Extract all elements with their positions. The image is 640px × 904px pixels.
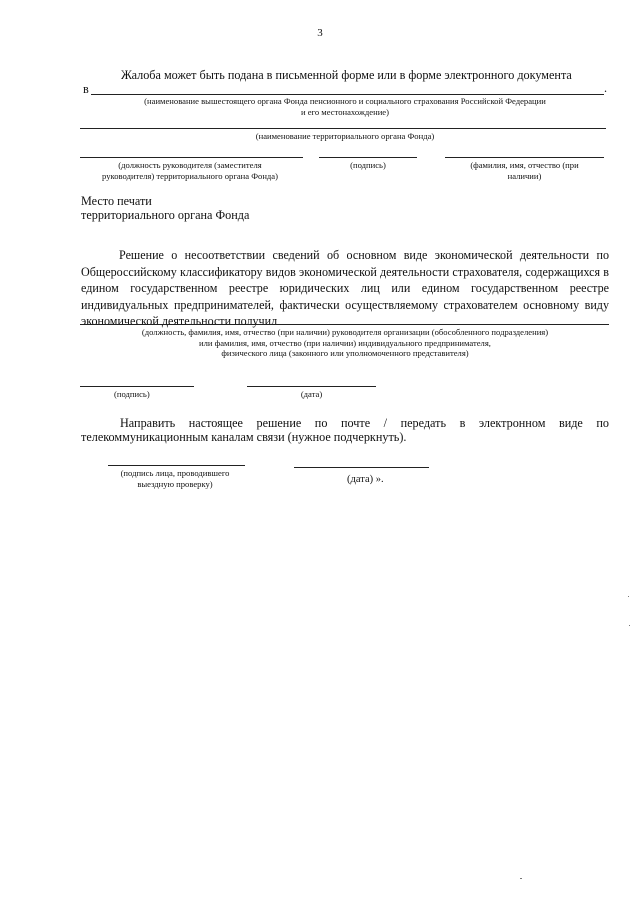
inspector-caption-line1: (подпись лица, проводившего [120,468,230,478]
territorial-body-line [80,128,606,129]
recipient-caption-line1: (должность, фамилия, имя, отчество (при наличии) руководителя организации (обособленного подразделения) [141,327,549,337]
full-name-caption-line1: (фамилия, имя, отчество (при [470,160,579,170]
seal-place-line1: Место печати [81,194,152,208]
complaint-heading: Жалоба может быть подана в письменной форме или в форме электронного документа [121,68,572,82]
higher-body-line [91,94,604,95]
recipient-signature-line [80,386,194,387]
scan-speck [629,625,630,626]
inspector-caption-line2: выездную проверку) [137,478,213,489]
scan-speck [628,596,629,597]
signature-caption: (подпись) [350,160,386,170]
inspector-date-line [294,467,429,468]
territorial-body-caption: (наименование территориального органа Фонда) [255,131,435,141]
delivery-word: передать [400,416,447,430]
delivery-word: решение [256,416,302,430]
position-line [80,157,303,158]
signature-line [319,157,417,158]
delivery-word: по [596,416,609,430]
delivery-word: электронном [478,416,546,430]
scan-speck [520,878,522,879]
full-name-caption-line2: наличии) [507,170,542,181]
full-name-line [445,157,604,158]
delivery-word: почте [340,416,371,430]
position-caption [74,160,306,181]
recipient-date-line [247,386,376,387]
recipient-caption-line2: или фамилия, имя, отчество (при наличии) индивидуального предпринимателя, [199,337,491,348]
delivery-word: / [383,416,388,430]
delivery-word: настоящее [188,416,243,430]
delivery-word: в [459,416,466,430]
recipient-caption [90,327,600,359]
delivery-line2: телекоммуникационным каналам связи (нужное подчеркнуть). [81,430,407,444]
higher-body-caption-line1: (наименование вышестоящего органа Фонда пенсионного и социального страхования Российской Федерации [144,96,546,106]
delivery-line1 [120,416,609,430]
complaint-prefix: в [83,82,89,96]
inspector-date-caption: (дата) ». [347,474,384,485]
inspector-signature-line [108,465,245,466]
recipient-signature-caption: (подпись) [114,389,150,399]
position-caption-line2: руководителя) территориального органа Фонда) [102,170,278,181]
decision-paragraph: Решение о несоответствии сведений об основном виде экономической деятельности по Общероссийскому классификатору видов экономической деятельности страхователя, содержащихся в едином государственном реестре юридических лиц или едином государственном реестре индивидуальных предпринимателей, фактически осуществляемому страхователем основному виду экономической деятельности получил [81,248,609,329]
higher-body-caption [100,96,590,117]
position-caption-line1: (должность руководителя (заместителя [118,160,262,170]
page-number: 3 [317,27,323,39]
higher-body-caption-line2: и его местонахождение) [300,106,389,117]
recipient-date-caption: (дата) [300,389,323,399]
delivery-word: по [314,416,328,430]
delivery-word: виде [558,416,583,430]
seal-place-line2: территориального органа Фонда [81,208,250,223]
line-end-dot: . [604,81,608,95]
inspector-signature-caption [100,468,250,489]
delivery-word: Направить [120,416,176,430]
seal-place [81,194,249,222]
recipient-caption-line3: физического лица (законного или уполномоченного представителя) [221,348,469,359]
full-name-caption [445,160,604,181]
recipient-line [80,324,609,325]
